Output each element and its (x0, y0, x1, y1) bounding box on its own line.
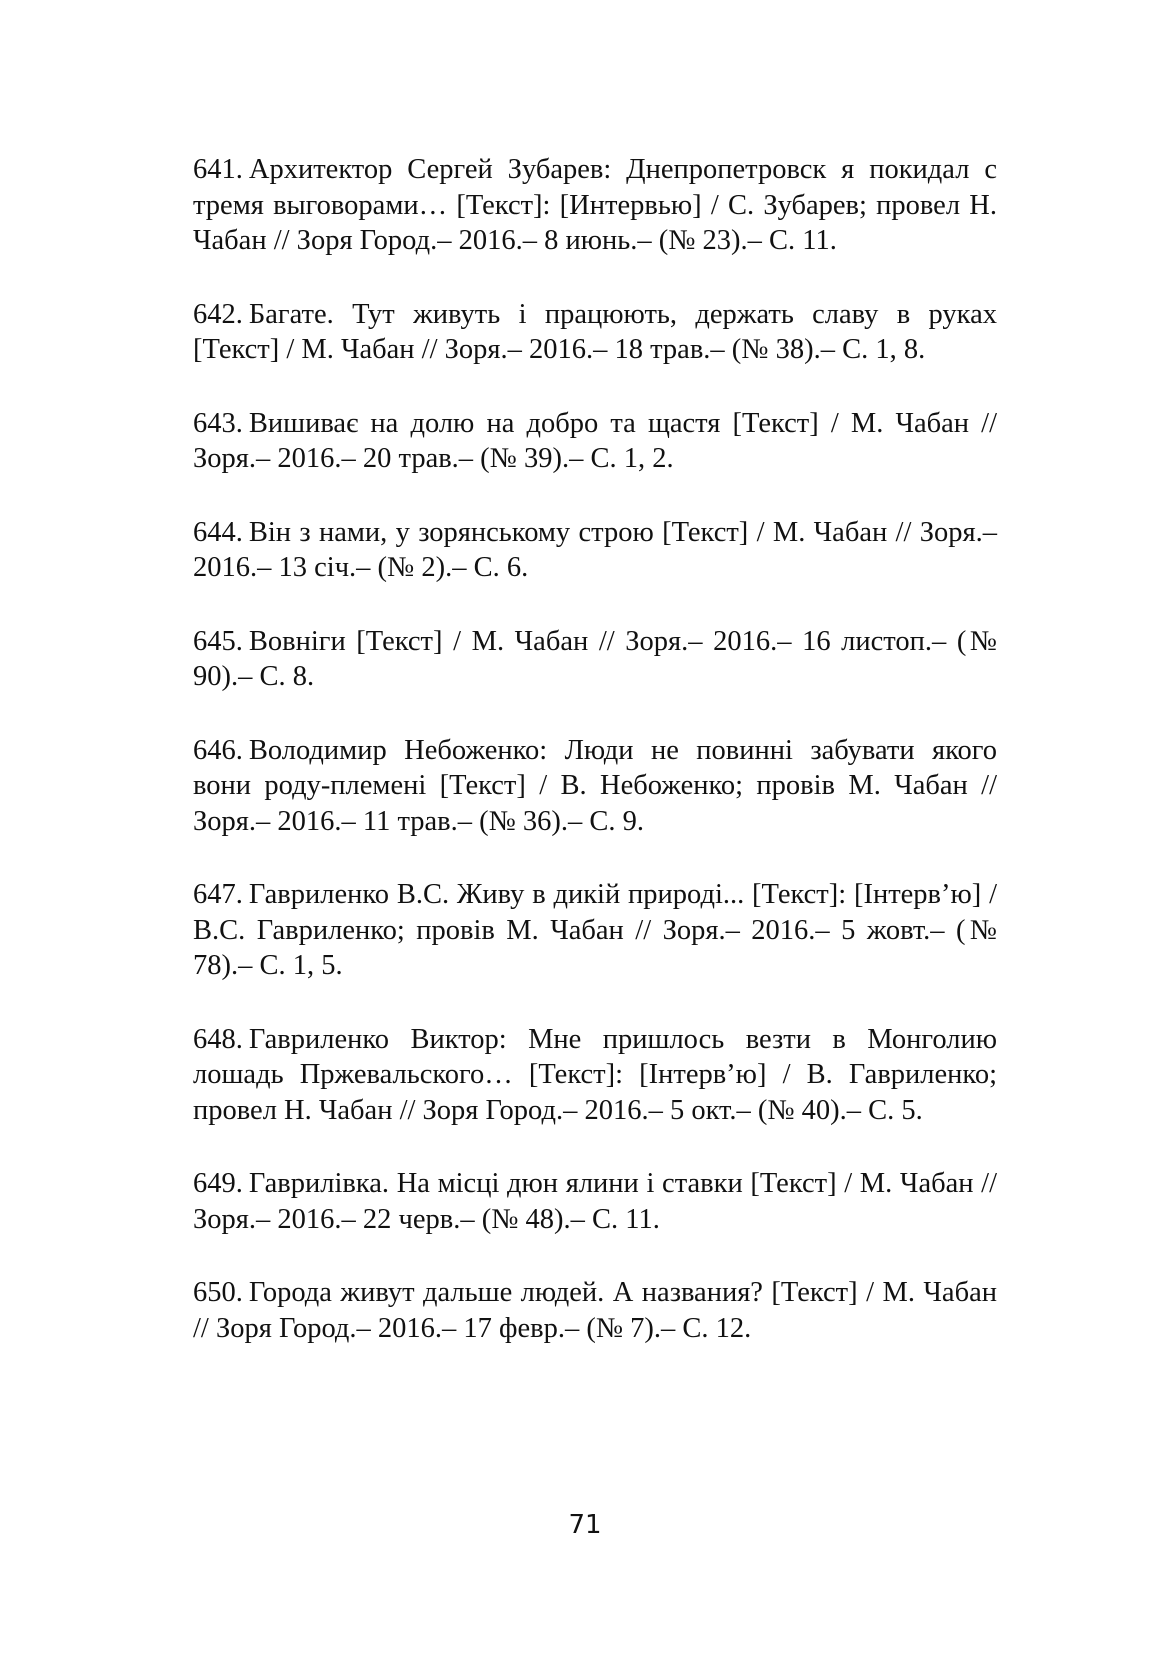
bibliography-entry (193, 406, 997, 477)
entry-number: 641. (193, 154, 243, 185)
entry-text: Володимир Небоженко: Люди не повинні забувати якого вони роду-племені [Текст] / В. Небоженко; провів М. Чабан // Зоря.– 2016.– 11 трав.– (№ 36).– С. 9. (193, 734, 997, 837)
bibliography-entry (193, 624, 997, 695)
entry-text: Архитектор Сергей Зубарев: Днепропетровск я покидал с тремя выговорами… [Текст]: [Интервью] / С. Зубарев; провел Н. Чабан // Зоря Город.– 2016.– 8 июнь.– (№ 23).– С. 11. (193, 154, 997, 256)
entry-number: 642. (193, 298, 243, 330)
entry-number: 648. (193, 1023, 243, 1055)
entry-text: Багате. Тут живуть і працюють, держать славу в руках [Текст] / М. Чабан // Зоря.– 2016.– 18 трав.– (№ 38).– С. 1, 8. (193, 298, 997, 365)
page-number: 71 (568, 1510, 602, 1540)
entry-number: 644. (193, 516, 243, 548)
entry-number: 647. (193, 879, 243, 910)
entry-number: 643. (193, 407, 243, 439)
entry-number: 646. (193, 734, 243, 766)
bibliography-entry (193, 515, 997, 586)
entry-number: 649. (193, 1168, 243, 1199)
bibliography-list (193, 152, 997, 1384)
bibliography-entry (193, 877, 997, 984)
bibliography-entry (193, 733, 997, 840)
bibliography-entry (193, 1166, 997, 1237)
bibliography-entry (193, 1275, 997, 1346)
bibliography-entry (193, 1022, 997, 1129)
entry-number: 645. (193, 625, 243, 657)
entry-text: Гаврилівка. На місці дюн ялини і ставки [Текст] / М. Чабан // Зоря.– 2016.– 22 черв.– (№ 48).– С. 11. (193, 1168, 997, 1235)
entry-text: Гавриленко В.С. Живу в дикій природі... [Текст]: [Інтерв’ю] / В.С. Гавриленко; провів М. Чабан // Зоря.– 2016.– 5 жовт.– (№ 78).– С. 1, 5. (193, 879, 997, 981)
entry-text: Гавриленко Виктор: Мне пришлось везти в Монголию лошадь Пржевальского… [Текст]: [Інтерв’ю] / В. Гавриленко; провел Н. Чабан // Зоря Город.– 2016.– 5 окт.– (№ 40).– С. 5. (193, 1023, 997, 1126)
bibliography-entry (193, 297, 997, 368)
entry-text: Вишиває на долю на добро та щастя [Текст] / М. Чабан // Зоря.– 2016.– 20 трав.– (№ 39).– С. 1, 2. (193, 407, 997, 474)
bibliography-entry (193, 152, 997, 259)
entry-text: Вовніги [Текст] / М. Чабан // Зоря.– 2016.– 16 листоп.– (№ 90).– С. 8. (193, 625, 997, 692)
entry-text: Він з нами, у зорянському строю [Текст] / М. Чабан // Зоря.– 2016.– 13 січ.– (№ 2).– С. 6. (193, 516, 997, 583)
entry-text: Города живут дальше людей. А названия? [Текст] / М. Чабан // Зоря Город.– 2016.– 17 февр.– (№ 7).– С. 12. (193, 1277, 997, 1344)
entry-number: 650. (193, 1277, 243, 1308)
